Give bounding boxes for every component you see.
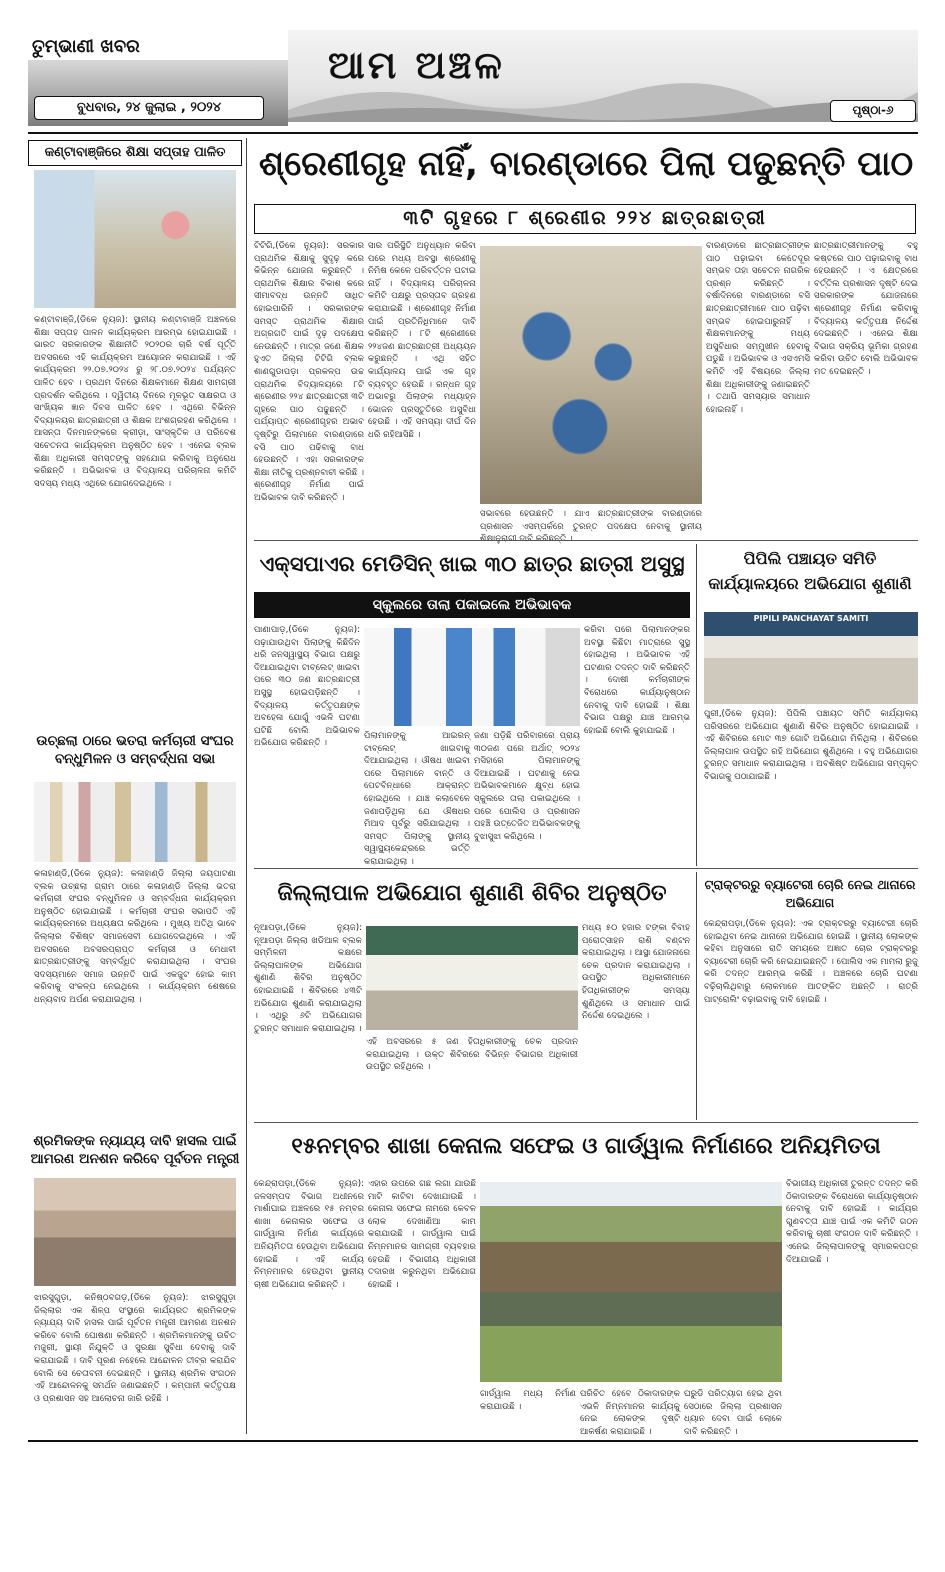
issue-date: ବୁଧବାର, ୨୪ ଜୁଲାଇ , ୨୦୨୪: [34, 96, 264, 120]
canal-caption-left: ଗାର୍ଡ୍‌ୱାଲ ମଧ୍ୟ ନିର୍ମାଣ କରାଯାଉଛି ।: [480, 1389, 576, 1412]
sidebar-divider: [246, 138, 247, 1434]
canal-col5: ବିଭାଗୀୟ ଅଧିକାରୀ ତୁରନ୍ତ ତଦନ୍ତ କରି ଠିକାଦାରଙ୍କ ବିରୋଧରେ କାର୍ଯ୍ୟାନୁଷ୍ଠାନ ନେବାକୁ ଦାବି ହୋଇଛି । କାର୍ଯ୍ୟର ଗୁଣବତ୍ତା ଯାଞ୍ଚ ପାଇଁ ଏକ କମିଟି ଗଠନ କରିବାକୁ ଚାଷୀ ସଂଗଠନ ଦାବି କରିଛନ୍ତି । ଏନେଇ ଜିଲ୍ଲାପାଳଙ୍କୁ ସ୍ମାରକପତ୍ର ଦିଆଯାଇଛି ।: [786, 1179, 919, 1265]
sidebar-story2-body: କଳାହାଣ୍ଡି,(ଡିକେ ନ୍ୟୁଜ): କଳାହାଣ୍ଡି ଜିଲ୍ଲା ଜୟପାଟଣା ବ୍ଲକ ଉଚ୍ଛଲା ଗ୍ରାମ ଠାରେ କଳାହାଣ୍ଡି ଜିଲ୍ଲା ଭତରା କର୍ମଚାରୀ ସଂଘର ବନ୍ଧୁମିଳନ ଓ ସମ୍ବର୍ଦ୍ଧନା କାର୍ଯ୍ୟକ୍ରମ ଅନୁଷ୍ଠିତ ହୋଇଯାଇଛି । କର୍ମଚାରୀ ସଂଘର ସଭାପତି ଏହି କାର୍ଯ୍ୟକ୍ରମରେ ଅଧ୍ୟକ୍ଷତା କରିଥିଲେ । ମୁଖ୍ୟ ଅତିଥି ଭାବେ ଜିଲ୍ଲାର ବିଶିଷ୍ଟ ସମାଜସେବୀ ଯୋଗଦେଇଥିଲେ । ଏହି ଅବସରରେ ଅବସରପ୍ରାପ୍ତ କର୍ମଚାରୀ ଓ ମେଧାବୀ ଛାତ୍ରଛାତ୍ରୀଙ୍କୁ ସମ୍ବର୍ଦ୍ଧିତ କରାଯାଇଥିଲା । ସଂଘର ସଦସ୍ୟମାନେ ସମାଜ ଉନ୍ନତି ପାଇଁ ଏକଜୁଟ ହୋଇ କାମ କରିବାକୁ ସଂକଳ୍ପ ନେଇଥିଲେ । କାର୍ଯ୍ୟକ୍ରମ ଶେଷରେ ଧନ୍ୟବାଦ ଅର୍ପଣ କରାଯାଇଥିଲା ।: [34, 869, 236, 1005]
sidebar-story1-body: କଣ୍ଟାବାଞ୍ଜି,(ଡିକେ ନ୍ୟୁଜ): ସ୍ଥାନୀୟ କଣ୍ଟାବାଞ୍ଜି ଅଞ୍ଚଳରେ ଶିକ୍ଷା ସପ୍ତାହ ପାଳନ କାର୍ଯ୍ୟକ୍ରମ ଆରମ୍ଭ ହୋଇଯାଇଛି । ଭାରତ ସରକାରଙ୍କ ଶିକ୍ଷାନୀତି ୨୦୨୦ର ଚାରି ବର୍ଷ ପୂର୍ତ୍ତି ଅବସରରେ ଏହି କାର୍ଯ୍ୟକ୍ରମ ଆୟୋଜନ କରାଯାଇଛି । ଏହି କାର୍ଯ୍ୟକ୍ରମ ୨୨.୦୭.୨୦୨୪ ରୁ ୨୮.୦୭.୨୦୨୪ ପର୍ଯ୍ୟନ୍ତ ପାଳିତ ହେବ । ପ୍ରଥମ ଦିନରେ ଶିକ୍ଷକମାନେ ଶିକ୍ଷଣ ସାମଗ୍ରୀ ପ୍ରଦର୍ଶନ କରିଥିଲେ । ଦ୍ୱିତୀୟ ଦିନରେ ମୂଳଭୂତ ସାକ୍ଷରତା ଓ ସାଂଖ୍ୟିକ ଜ୍ଞାନ ଦିବସ ପାଳିତ ହେବ । ଏଥିରେ ବିଭିନ୍ନ ବିଦ୍ୟାଳୟର ଛାତ୍ରଛାତ୍ରୀ ଓ ଶିକ୍ଷକ ଅଂଶଗ୍ରହଣ କରିଥିଲେ । ଆସନ୍ତା ଦିନମାନଙ୍କରେ କ୍ରୀଡ଼ା, ସାଂସ୍କୃତିକ ଓ ପରିବେଶ ସଚେତନତା କାର୍ଯ୍ୟକ୍ରମ ଅନୁଷ୍ଠିତ ହେବ । ଏନେଇ ବ୍ଲକ ଶିକ୍ଷା ଅଧିକାରୀ ସମସ୍ତଙ୍କୁ ସହଯୋଗ କରିବାକୁ ଅନୁରୋଧ କରିଛନ୍ତି । ଅଭିଭାବକ ଓ ବିଦ୍ୟାଳୟ ପରିଚାଳନା କମିଟି ସଦସ୍ୟ ମଧ୍ୟ ଏଥିରେ ଯୋଗଦେଇଥିଲେ ।: [34, 315, 236, 489]
canal-photo: [480, 1182, 782, 1382]
sidebar-story3-body: ଝାରସୁଗୁଡ଼ା, କନିଷ୍ଠବଗଡ଼,(ଡିକେ ନ୍ୟୁଜ): ଝାରସୁଗୁଡ଼ା ଜିଲ୍ଲାର ଏକ ଶିଳ୍ପ ସଂସ୍ଥାରେ କାର୍ଯ୍ୟରତ ଶ୍ରମିକଙ୍କ ନ୍ୟାଯ୍ୟ ଦାବି ହାସଲ ପାଇଁ ପୂର୍ବତନ ମନ୍ତ୍ରୀ ଆମରଣ ଅନଶନ କରିବେ ବୋଲି ଘୋଷଣା କରିଛନ୍ତି । ଶ୍ରମିକମାନଙ୍କୁ ଉଚିତ ମଜୁରୀ, ସ୍ଥାୟୀ ନିଯୁକ୍ତି ଓ ସୁରକ୍ଷା ସୁବିଧା ଦେବାକୁ ଦାବି କରାଯାଇଛି । ଦାବି ପୂରଣ ନହେଲେ ଆନ୍ଦୋଳନ ତୀବ୍ର କରାଯିବ ବୋଲି ସେ ଚେତାବନୀ ଦେଇଛନ୍ତି । ସ୍ଥାନୀୟ ଶ୍ରମିକ ସଂଗଠନ ଏହି ଆନ୍ଦୋଳନକୁ ସମର୍ଥନ ଜଣାଇଛନ୍ତି । କମ୍ପାନୀ କର୍ତ୍ତୃପକ୍ଷ ଓ ପ୍ରଶାସନ ସହ ଆଲୋଚନା ଜାରି ରହିଛି ।: [34, 1293, 236, 1404]
lead-bottom-rule: [254, 540, 918, 541]
collector-col3: ମଧ୍ୟ ୫୦ ହଜାର ଟଙ୍କା ବିବାହ ପ୍ରୋତ୍ସାହନ ରାଶି ବଣ୍ଟନ କରାଯାଇଥିଲା । ଆସ୍ଥା ଯୋଜନାରେ ଚେକ ପ୍ରଦାନ କରାଯାଇଥିଲା । ଉପସ୍ଥିତ ଅଧିକାରୀମାନେ ହିତାଧିକାରୀଙ୍କ ସମସ୍ୟା ଶୁଣିଥିଲେ ଓ ସମାଧାନ ପାଇଁ ନିର୍ଦ୍ଦେଶ ଦେଇଥିଲେ ।: [582, 923, 690, 1022]
lead-col4: ବାରଣ୍ଡାରେ ଛାତ୍ରଛାତ୍ରୀଙ୍କ ପାଠ ପଢ଼ାଇବା କେତେଦୂର ସମ୍ଭବ ତାହା ସଚେତନ ନାଗରିକ ପ୍ରଶ୍ନ କରିଛନ୍ତି । ବର୍ଷାଦିନରେ ବାରଣ୍ଡାରେ ବସି ଛାତ୍ରଛାତ୍ରୀମାନେ ପାଠ ପଢ଼ିବା ସମ୍ଭବ ହୋଇପାରୁନାହିଁ । ଶିକ୍ଷକମାନଙ୍କୁ ମଧ୍ୟ ଅସୁବିଧାର ସମ୍ମୁଖୀନ ହେବାକୁ ପଡୁଛି । ଅଭିଭାବକ ଓ ଏସଏମସି କମିଟି ଏହି ବିଷୟରେ ଜିଲ୍ଲା ଶିକ୍ଷା ଅଧିକାରୀଙ୍କୁ ଜଣାଇଛନ୍ତି । ତଥାପି ସମସ୍ୟାର ସମାଧାନ ହୋଇନାହିଁ ।: [706, 241, 810, 415]
tractor-headline: ଟ୍ରାକ୍ଟରରୁ ବ୍ୟାଟେରୀ ଚୋରି ନେଇ ଥାନାରେ ଅଭିଯୋଗ: [704, 877, 916, 910]
canal-col2: ଏହାର ଉପରେ ଗଛ ଲଗା ଯାଉଛି ମାଟି କାଟିବା ଦେଖାଯାଉଛି । କେନାଲ ସଫେଇ ନାମରେ କେବଳ ଲୋକ ଦେଖାଣିଆ କାମ କରାଯାଉଛି । ଗାର୍ଡ୍‌ୱାଲ ପାଇଁ ନିମ୍ନମାନର ସାମଗ୍ରୀ ବ୍ୟବହାର ହେଉଛି । ବିଭାଗୀୟ ଅଧିକାରୀ ତଦାରଖ କରୁନଥିବା ଅଭିଯୋଗ ହୋଇଛି ।: [368, 1179, 476, 1290]
lead-col5: ଛାତ୍ରଛାତ୍ରୀମାନଙ୍କୁ ବହୁ କଷ୍ଟରେ ପାଠ ପଢ଼ାଇବାକୁ ବାଧ ହେଉଛନ୍ତି । ଏ କ୍ଷେତ୍ରରେ ବର୍ତ୍ତିଲ ପ୍ରଶାସନ ଦୃଷ୍ଟି ଦେଇ ସରକାରଙ୍କ ଯୋଜନାରେ ଶ୍ରେଣୀଗୃହ ନିର୍ମାଣ କରିବାକୁ ବିଦ୍ୟାଳୟ କର୍ତ୍ତୃପକ୍ଷ ନିର୍ଦ୍ଦେଶ ଦେଇଛନ୍ତି । ଏନେଇ ଶିକ୍ଷା ବିଭାଗ ସକ୍ରିୟ ଭୂମିକା ଗ୍ରହଣ କରିବା ଉଚିତ ବୋଲି ଅଭିଭାବକ ମତ ଦେଇଛନ୍ତି ।: [814, 241, 918, 377]
medicine-col3: ଜଣା ପଡ଼ିଛି ପରିବାରରେ ପ୍ରାୟ ୩୦ଜଣ ପରେ ଅର୍ଥାତ୍ ୨୦୨୪ ମସିହାରେ ପିଲାମାନଙ୍କୁ ଦିଆଯାଇଛି । ଘଟଣାକୁ ନେଇ ଅଭିଭାବକମାନେ କ୍ଷୁବ୍ଧ ହୋଇ ସ୍କୁଲରେ ତାଲା ପକାଇଥିଲେ । ପରେ ପୋଲିସ ଓ ପ୍ରଶାସନ ପହଞ୍ଚି ଉତ୍ତେଜିତ ଅଭିଭାବକଙ୍କୁ ବୁଝାସୁଝା କରିଥିଲେ ।: [474, 731, 580, 842]
footer-rule: [28, 1440, 918, 1442]
sidebar-story1-photo: [34, 170, 236, 308]
canal-headline: ୧୫ନମ୍ବର ଶାଖା କେନାଲ ସଫେଇ ଓ ଗାର୍ଡ୍‌ୱାଲ ନିର୍ମାଣରେ ଅନିୟମିତତା: [291, 1134, 881, 1159]
canal-caption-right: ଘରୁଡି ପରିତ୍ୟାଗ ହେଇ ଥିବା ସେଠାରେ ଜିଲ୍ଲା ପ୍ରଶାସନ ଧ୍ୟାନ ଦେବା ପାଇଁ ଲୋକେ ଦାବି କରିଛନ୍ତି ।: [684, 1389, 782, 1437]
header-rule: [28, 132, 918, 134]
page-number: ପୃଷ୍ଠା-୬: [830, 100, 916, 122]
canal-caption-mid: ପରିଚିତ ହେବେ ଠିକାଦାରଙ୍କ ଏଭଳି ନିମ୍ନମାନର କାର୍ଯ୍ୟକୁ ନେଇ ଲୋକଙ୍କ ଦୃଷ୍ଟି ଆକର୍ଷଣ କରାଯାଇଛି ।: [580, 1389, 680, 1437]
newspaper-name: ତୁମ୍ଭାଣୀ ଖବର: [32, 36, 140, 57]
sidebar-story1-headline: କଣ୍ଟାବାଞ୍ଜିରେ ଶିକ୍ଷା ସପ୍ତାହ ପାଳିତ: [28, 140, 242, 166]
lead-col1: ଟିଟିଗି,(ଡିକେ ନ୍ୟୁଜ): ସରକାର ପ୍ରାଥମିକ ଶିକ୍ଷାକୁ ସୁଦୃଢ଼ କରେ କିଭିନ୍ନ ଯୋଜନା କରୁଛନ୍ତି । ପ୍ରାଥମିକ ଶିକ୍ଷାର ବିକାଶ କରେ ସୀମାବଦ୍ଧ ଉନ୍ନତି ସାଧିତ ହୋଇପାରିନି । ସରକାରଙ୍କ ସମସ୍ତ ପ୍ରାଥମିକ ଶିକ୍ଷାର ଅଗ୍ରଗତି ପାଇଁ ଦୃଢ଼ ପଦକ୍ଷେପ ନେଉଛନ୍ତି । ମାତ୍ର ଜଣେ ଶିକ୍ଷକ ହୁଏତ ଜିଲ୍ଲା ଟିଟିଗି ବ୍ଲକ ଶାଣଗୁଡାପଡ଼ା ପ୍ରକଳ୍ପ ଉଚ୍ଚ ପ୍ରାଥମିକ ବିଦ୍ୟାଳୟରେ ୮ଟି ଶ୍ରେଣୀର ୨୨୪ ଛାତ୍ରଛାତ୍ରୀ ୩ଟି ଗୃହରେ ପାଠ ପଢୁଛନ୍ତି । ପର୍ଯ୍ୟାପ୍ତ ଶ୍ରେଣୀଗୃହର ଅଭାବ ଦୃଷ୍ଟିରୁ ପିଲାମାନେ ବାରଣ୍ଡାରେ ବସି ପାଠ ପଢିବାକୁ ବାଧ ହେଉଛନ୍ତି । ଏହା ସରକାରଙ୍କ ଶିକ୍ଷା ନୀତିକୁ ପ୍ରଶ୍ନବାଚୀ କରିଛି । ଶ୍ରେଣୀଗୃହ ନିର୍ମାଣ ପାଇଁ ଅଭିଭାବକ ଦାବି କରିଛନ୍ତି ।: [254, 241, 364, 503]
medicine-col1: ପାଣାପାଡ଼,(ଡିକେ ନ୍ୟୁଜ): ପଢ଼ାଯାଉଥିବା ପିଲାଙ୍କୁ କିଛିଦିନ ଧରି ଜନସ୍ୱାସ୍ଥ୍ୟ ବିଭାଗ ପକ୍ଷରୁ ଦିଆଯାଇଥିବା ଟାବ୍ଲେଟ୍ ଖାଇବା ପରେ ୩୦ ଜଣ ଛାତ୍ରଛାତ୍ରୀ ଅସୁସ୍ଥ ହୋଇପଡ଼ିଛନ୍ତି । ବିଦ୍ୟାଳୟ କର୍ତ୍ତୃପକ୍ଷଙ୍କ ଅବହେଳା ଯୋଗୁଁ ଏଭଳି ଘଟଣା ଘଟିଛି ବୋଲି ଅଭିଭାବକ ଅଭିଯୋଗ କରିଛନ୍ତି ।: [254, 625, 360, 749]
medicine-photo: [364, 628, 580, 726]
sidebar-story3-headline: ଶ୍ରମିକଙ୍କ ନ୍ୟାଯ୍ୟ ଦାବି ହାସଲ ପାଇଁ ଆମରଣ ଅନଶନ କରିବେ ପୂର୍ବତନ ମନ୍ତ୍ରୀ: [30, 1133, 240, 1167]
tractor-body: କେନ୍ଦ୍ରାପଡ଼ା,(ଡିକେ ନ୍ୟୁଜ): ଏକ ଟ୍ରାକ୍ଟରରୁ ବ୍ୟାଟେରୀ ଚୋରି ହୋଇଥିବା ନେଇ ଥାନାରେ ଅଭିଯୋଗ ହୋଇଛି । ସ୍ଥାନୀୟ ଲୋକଙ୍କ କହିବା ଅନୁସାରେ ରାତି ସମୟରେ ଅଜ୍ଞାତ ଚୋର ଟ୍ରାକ୍ଟରରୁ ବ୍ୟାଟେରୀ ଚୋରି କରି ନେଇଯାଇଛନ୍ତି । ପୋଲିସ ଏକ ମାମଲା ରୁଜୁ କରି ତଦନ୍ତ ଆରମ୍ଭ କରିଛି । ଅଞ୍ଚଳରେ ଚୋରି ଘଟଣା ବଢ଼ିଚାଲିଥିବାରୁ ଲୋକମାନେ ଆତଙ୍କିତ ଅଛନ୍ତି । ରାତ୍ରି ପାଟ୍ରୋଲିଂ ବଢ଼ାଇବାକୁ ଦାବି ହୋଇଛି ।: [704, 919, 918, 1005]
pipili-divider: [696, 544, 697, 866]
lower-rule: [254, 1122, 918, 1123]
sidebar-story3-photo: [34, 1178, 236, 1286]
section-title: ଆମ ଅଞ୍ଚଳ: [328, 42, 505, 87]
lead-photo-caption: ସଭାବରେ ହେଉଛନ୍ତି । ଯାଏ ଛାତ୍ରଛାତ୍ରୀଙ୍କ ବାରଣ୍ଡାରେ ପ୍ରଶାସନ ଏସମ୍ପର୍କରେ ତୁରନ୍ତ ପଦକ୍ଷେପ ନେବାକୁ ସ୍ଥାନୀୟ: [480, 509, 702, 532]
medicine-headline: ଏକ୍ସପାଏର ମେଡିସିନ୍ ଖାଇ ୩୦ ଛାତ୍ର ଛାତ୍ରୀ ଅସୁସ୍ଥ: [259, 552, 685, 576]
lead-col2: ସାର ପରିସ୍ଥିତି ଅନୁଧ୍ୟାନ କରିବା ପରେ ମଧ୍ୟ ଅବସ୍ଥା ଶ୍ରେଣୀକୁ ନିମିଷ କେଳେ ପରିବର୍ତ୍ତନ ଘଟାଇ ନାହିଁ । ବିଦ୍ୟାଳୟ ପରିଚାଳନା କମିଟି ପକ୍ଷରୁ ପ୍ରସ୍ତାବ ଗ୍ରହଣ କରାଯାଇଛି । ଶ୍ରେଣୀଗୃହ ନିର୍ମାଣ ପାଇଁ ପ୍ରତିନିଧିମାନେ ଦାବି କରିଛନ୍ତି । ୮ଟି ଶ୍ରେଣୀରେ ୨୨୪ଜଣ ଛାତ୍ରଛାତ୍ରୀ ଅଧ୍ୟୟନ କରୁଛନ୍ତି । ଏଥି ସହିତ କାର୍ଯ୍ୟାଳୟ ପାଇଁ ଏକ ଗୃହ ବ୍ୟବହୃତ ହେଉଛି । ରନ୍ଧନ ଗୃହ ଅଭାବରୁ ପିଲାଙ୍କ ମଧ୍ୟାହ୍ନ ଭୋଜନ ପ୍ରସ୍ତୁତିରେ ଅସୁବିଧା ହେଉଛି । ଏହି ସମସ୍ୟା ଦୀର୍ଘ ଦିନ ଧରି ରହିଆସିଛି ।: [368, 241, 476, 440]
collector-col1: ନୂଆପଡ଼ା,(ଡିକେ ନ୍ୟୁଜ): ନୂଆପଡ଼ା ଜିଲ୍ଲା ଖଡିଆଳ ବ୍ଲକ ସମ୍ମିଳନୀ କକ୍ଷରେ ଜିଲ୍ଲାପାଳଙ୍କ ଅଭିଯୋଗ ଶୁଣାଣି ଶିବିର ଅନୁଷ୍ଠିତ ହୋଇଯାଇଛି । ଶିବିରରେ ୪୩ଟି ଅଭିଯୋଗ ଶୁଣାଣି କରାଯାଇଥିଲା । ଏଥିରୁ ୬ଟି ଅଭିଯୋଗର ତୁରନ୍ତ ସମାଧାନ କରାଯାଇଥିଲା ।: [254, 923, 362, 1034]
tractor-divider: [696, 872, 697, 1120]
sidebar-story2-headline: ଉଚ୍ଛଲା ଠାରେ ଭତରା କର୍ମଚାରୀ ସଂଘର ବନ୍ଧୁମିଳନ ଓ ସମ୍ବର୍ଦ୍ଧନା ସଭା: [36, 733, 234, 767]
canal-col1: କେନ୍ଦ୍ରାପଡ଼ା,(ଡିକେ ନ୍ୟୁଜ): ଜଳସମ୍ପଦ ବିଭାଗ ଅଧୀନରେ ମାର୍ଶାଘାଇ ଅଞ୍ଚଳରେ ୧୫ ନମ୍ବର ଶାଖା କେନାଲର ସଫେଇ ଓ ଗାର୍ଡ୍‌ୱାଲ ନିର୍ମାଣ କାର୍ଯ୍ୟରେ ଅନିୟମିତତା ହେଉଥିବା ଅଭିଯୋଗ ହୋଇଛି । ଏହି କାର୍ଯ୍ୟ ନିମ୍ନମାନର ହେଉଥିବା ସ୍ଥାନୀୟ ଚାଷୀ ଅଭିଯୋଗ କରିଛନ୍ତି ।: [254, 1179, 364, 1290]
mid-rule: [254, 868, 918, 869]
pipili-body: ପୁରୀ,(ଡିକେ ନ୍ୟୁଜ): ପିପିଲି ପଞ୍ଚାୟତ ସମିତି କାର୍ଯ୍ୟାଳୟ ପରିସରରେ ଅଭିଯୋଗ ଶୁଣାଣି ଶିବିର ଅନୁଷ୍ଠିତ ହୋଇଯାଇଛି । ଏହି ଶିବିରରେ ମୋଟ ୩୭ ଗୋଟି ଅଭିଯୋଗ ମିଳିଥିଲା । ଶିବିରରେ ଜିଲ୍ଲାପାଳ ଉପସ୍ଥିତ ରହି ଅଭିଯୋଗ ଶୁଣିଥିଲେ । ବହୁ ଅଭିଯୋଗର ତୁରନ୍ତ ସମାଧାନ କରାଯାଇଥିଲା । ଅବଶିଷ୍ଟ ଅଭିଯୋଗ ସମ୍ପୃକ୍ତ ବିଭାଗକୁ ପଠାଯାଇଛି ।: [704, 709, 918, 782]
medicine-subhead: ସ୍କୁଲରେ ତାଲା ପକାଇଲେ ଅଭିଭାବକ: [254, 592, 690, 618]
sidebar-story2-photo: [34, 782, 236, 862]
medicine-col2: ପିଲାମାନଙ୍କୁ ଆଇରନ୍ ଟାବ୍ଲେଟ୍ ଖାଇବାକୁ ଦିଆଯାଇଥିଲା । ଔଷଧ ଖାଇବା ପରେ ପିଲାମାନେ ବାନ୍ତି ଓ ପେଟବିନ୍ଧାରେ ଆକ୍ରାନ୍ତ ହୋଇଥିଲେ । ଯାଞ୍ଚ କଲାବେଳେ ଜଣାପଡ଼ିଥିଲା ଯେ ଔଷଧର ମିଆଦ ପୂର୍ବରୁ ସରିଯାଇଥିଲା । ସମସ୍ତ ପିଲାଙ୍କୁ ସ୍ଥାନୀୟ ସ୍ୱାସ୍ଥ୍ୟକେନ୍ଦ୍ରରେ ଭର୍ତ୍ତି କରାଯାଇଥିଲା ।: [364, 731, 470, 867]
lead-subhead: ୩ଟି ଗୃହରେ ୮ ଶ୍ରେଣୀର ୨୨୪ ଛାତ୍ରଛାତ୍ରୀ: [254, 204, 916, 234]
collector-headline: ଜିଲ୍ଲାପାଳ ଅଭିଯୋଗ ଶୁଣାଣି ଶିବିର ଅନୁଷ୍ଠିତ: [277, 881, 667, 906]
pipili-photo-banner: PIPILI PANCHAYAT SAMITI: [753, 614, 869, 623]
medicine-col4: କରିବା ପରେ ପିଲାମାନଙ୍କର ଅବସ୍ଥା କିଛିଟା ମାତ୍ରାରେ ସୁସ୍ଥ ହୋଇଥିଲା । ଅଭିଭାବକ ଏହି ଘଟଣାର ତଦନ୍ତ ଦାବି କରିଛନ୍ତି । ଦୋଷୀ କର୍ମଚାରୀଙ୍କ ବିରୋଧରେ କାର୍ଯ୍ୟାନୁଷ୍ଠାନ ନେବାକୁ ଦାବି ହୋଇଛି । ଶିକ୍ଷା ବିଭାଗ ପକ୍ଷରୁ ଯାଞ୍ଚ ଆରମ୍ଭ ହୋଇଛି ବୋଲି କୁହାଯାଇଛି ।: [584, 625, 690, 736]
masthead: [28, 30, 918, 130]
pipili-headline: ପିପିଲି ପଞ୍ଚାୟତ ସମିତି କାର୍ଯ୍ୟାଳୟରେ ଅଭିଯୋଗ ଶୁଣାଣି: [708, 549, 912, 593]
pipili-photo: [704, 612, 918, 704]
collector-photo: [366, 926, 578, 1030]
sidebar: [28, 138, 242, 1438]
lead-headline: ଶ୍ରେଣୀଗୃହ ନାହିଁ, ବାରଣ୍ଡାରେ ପିଲା ପଢୁଛନ୍ତି ପାଠ: [258, 144, 914, 184]
lead-photo: [480, 246, 702, 504]
collector-caption: ଏହି ଅବସରରେ ୫ ଜଣ ହିତାଧିକାରୀଙ୍କୁ ଚେକ ପ୍ରଦାନ କରାଯାଇଥିଲା । ଉକ୍ତ ଶିବିରରେ ବିଭିନ୍ନ ବିଭାଗର ଅଧିକାରୀ ଉପସ୍ଥିତ ରହିଥିଲେ ।: [366, 1037, 578, 1073]
